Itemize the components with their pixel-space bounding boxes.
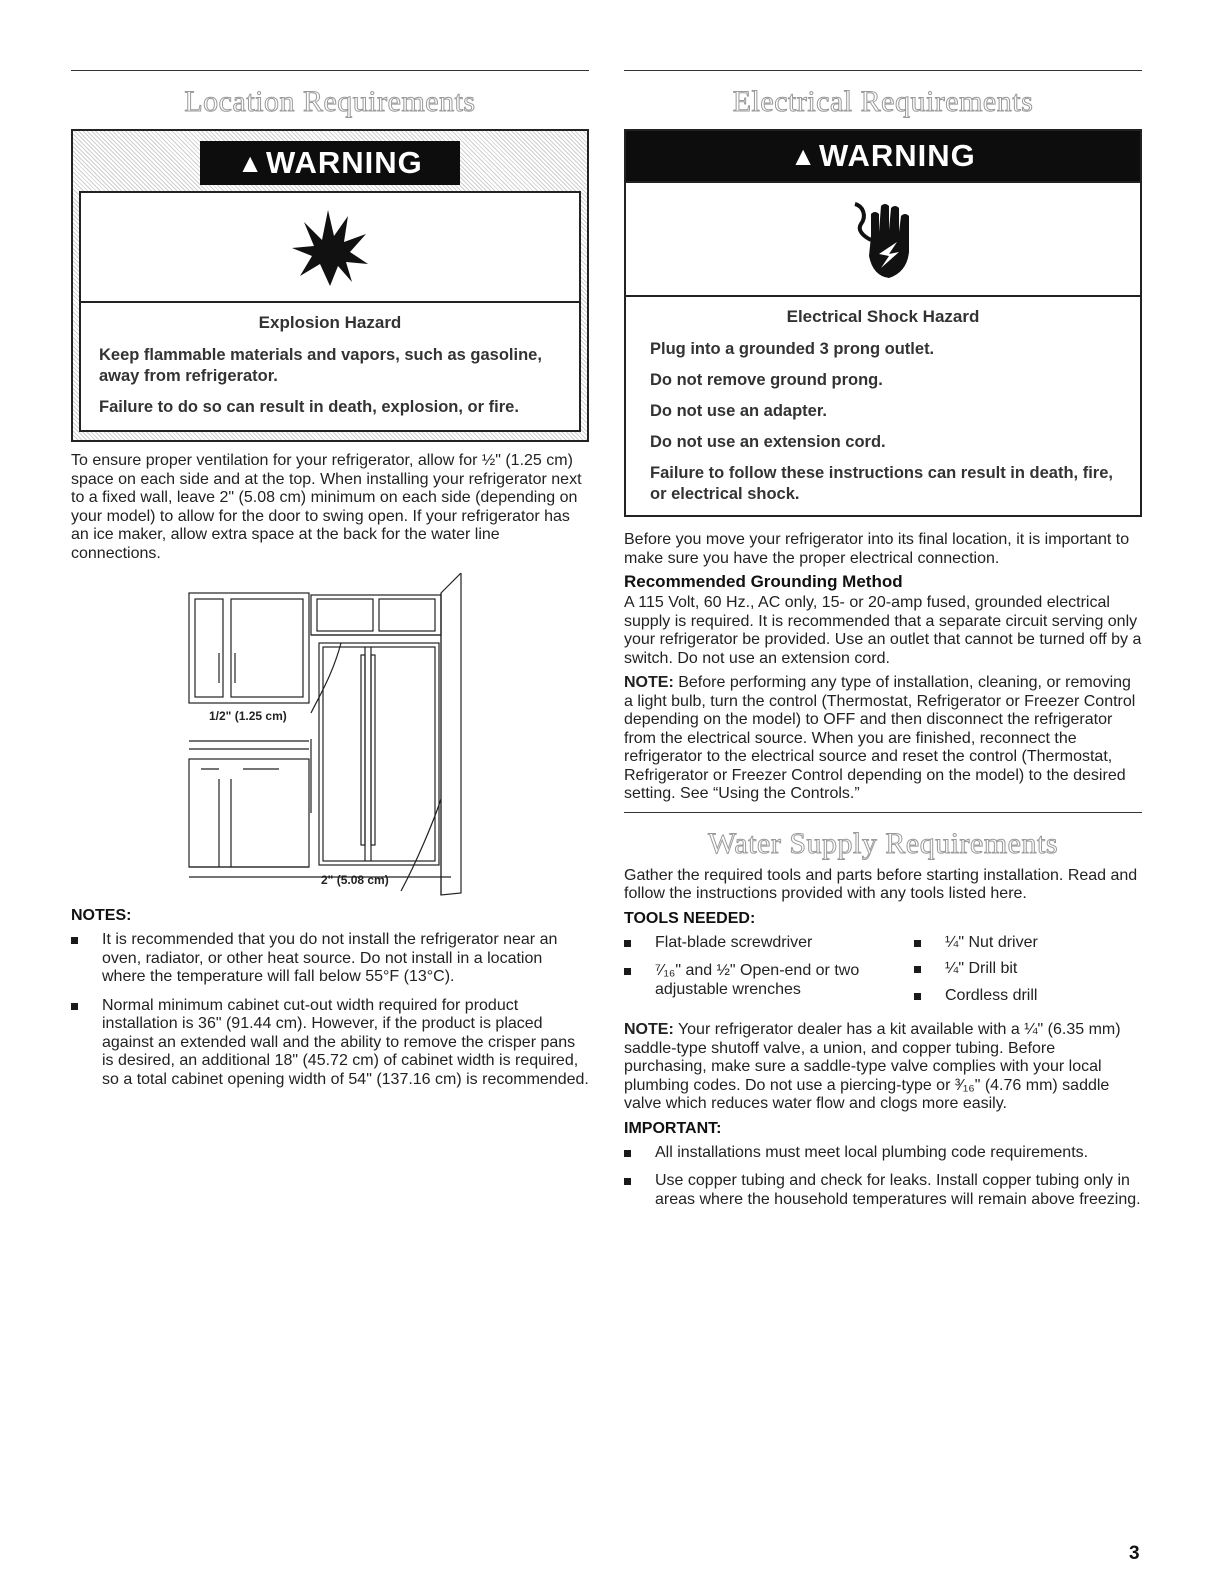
tool-text: ¼" Nut driver xyxy=(945,933,1038,951)
section-divider xyxy=(624,70,1142,71)
tool-text: Cordless drill xyxy=(945,986,1038,1004)
important-text: Use copper tubing and check for leaks. Install copper tubing only in areas where the household temperatures will remain above freezing. xyxy=(655,1172,1141,1208)
bullet-square-icon xyxy=(624,1178,631,1185)
electrical-shock-hand-icon xyxy=(853,196,913,282)
electrical-intro: Before you move your refrigerator into its final location, it is important to make sure you have the proper electrical connection. xyxy=(624,531,1130,567)
hazard-instruction: Do not remove ground prong. xyxy=(650,371,883,389)
clearance-diagram xyxy=(71,573,589,903)
bullet-square-icon xyxy=(914,993,921,1000)
valve-note xyxy=(624,1021,1142,1114)
warning-label: WARNING xyxy=(818,138,976,173)
bullet-square-icon xyxy=(914,966,921,973)
important-text: All installations must meet local plumbing code requirements. xyxy=(655,1143,1089,1161)
grounding-text: A 115 Volt, 60 Hz., AC only, 15- or 20-amp fused, grounded electrical supply is required. It is recommended that a separate circuit serving only your refrigerator be provided. Use an outlet that cannot be turned off by a switch. Do not use an extension cord. xyxy=(624,594,1142,667)
note-text: It is recommended that you do not install the refrigerator near an oven, radiator, or other heat source. Do not install in a location where the temperature will fall below 55°F (13°C). xyxy=(102,931,558,985)
tool-item xyxy=(624,962,914,999)
tool-item xyxy=(914,960,1142,979)
grounding-heading: Recommended Grounding Method xyxy=(624,572,903,591)
bullet-square-icon xyxy=(71,1003,78,1010)
hazard-instruction: Do not use an adapter. xyxy=(650,402,827,420)
hazard-instruction: Do not use an extension cord. xyxy=(650,433,886,451)
note-lead: NOTE: xyxy=(624,674,674,691)
note-item xyxy=(71,931,589,987)
hazard-consequence: Failure to follow these instructions can result in death, fire, or electrical shock. xyxy=(650,464,1113,503)
tool-text: ¼" Drill bit xyxy=(945,960,1018,977)
door-clearance-label: 2" (5.08 cm) xyxy=(321,873,389,887)
explosion-warning-box xyxy=(71,129,589,442)
important-item xyxy=(624,1172,1142,1209)
bullet-square-icon xyxy=(624,940,631,947)
location-column xyxy=(71,70,589,1099)
tool-text: ⁷⁄₁₆" and ½" Open-end or two adjustable wrenches xyxy=(655,962,860,998)
electrical-note xyxy=(624,674,1142,804)
warning-text-panel xyxy=(626,295,1140,515)
note-body: Before performing any type of installation, cleaning, or removing a light bulb, turn the control (Thermostat, Refrigerator or Freezer Control depending on the model) to OFF and then disconnect the refrigerator from the electrical source. When you are finished, reconnect the refrigerator to the electrical source and reset the control (Thermostat, Refrigerator or Freezer Control depending on the model) to the desired setting. See “Using the Controls.” xyxy=(624,674,1136,802)
electrical-column xyxy=(624,70,1142,1219)
section-divider xyxy=(624,812,1142,813)
note-body: Your refrigerator dealer has a kit available with a ¼" (6.35 mm) saddle-type shutoff valve, a union, and copper tubing. Before purchasing, make sure a saddle-type valve complies with your local plumbing codes. Do not use a piercing-type or ³⁄₁₆" (4.76 mm) saddle valve which reduces water flow and clogs more easily. xyxy=(624,1021,1121,1112)
bullet-square-icon xyxy=(624,1150,631,1157)
hazard-instruction: Keep flammable materials and vapors, such as gasoline, away from refrigerator. xyxy=(99,346,542,385)
bullet-square-icon xyxy=(71,937,78,944)
warning-triangle-icon: ▲ xyxy=(237,147,264,178)
water-section-title: Water Supply Requirements xyxy=(707,826,1058,860)
warning-banner xyxy=(626,131,1140,181)
notes-heading: NOTES: xyxy=(71,907,132,924)
location-section-title: Location Requirements xyxy=(184,85,476,118)
page-number: 3 xyxy=(1129,1543,1140,1564)
note-item xyxy=(71,997,589,1090)
ventilation-intro: To ensure proper ventilation for your refrigerator, allow for ½" (1.25 cm) space on each side and at the top. When installing your refrigerator next to a fixed wall, leave 2" (5.08 cm) minimum on each side (depending on your model) to allow for the door to swing open. If your refrigerator has an ice maker, allow extra space at the back for the water line connections. xyxy=(71,452,582,562)
warning-hatch-frame xyxy=(73,131,587,440)
tools-list xyxy=(624,934,1142,1016)
note-text: Normal minimum cabinet cut-out width required for product installation is 36" (91.44 cm). However, if the product is placed against an extended wall and the ability to remove the crisper pans is desired, an additional 18" (45.72 cm) of cabinet width is required, so a total cabinet opening width of 54" (137.16 cm) is recommended. xyxy=(102,996,589,1088)
important-heading: IMPORTANT: xyxy=(624,1119,722,1137)
electrical-section-title: Electrical Requirements xyxy=(732,85,1034,118)
hazard-title: Explosion Hazard xyxy=(258,313,402,332)
warning-text-panel xyxy=(79,303,581,432)
note-lead: NOTE: xyxy=(624,1021,674,1038)
tools-heading: TOOLS NEEDED: xyxy=(624,909,756,927)
water-intro: Gather the required tools and parts before starting installation. Read and follow the instructions provided with any tools listed here. xyxy=(624,866,1138,902)
hazard-consequence: Failure to do so can result in death, explosion, or fire. xyxy=(99,398,519,416)
tools-column-left xyxy=(624,934,914,1016)
side-clearance-label: 1/2" (1.25 cm) xyxy=(209,709,287,723)
shock-warning-box xyxy=(624,129,1142,517)
tool-item xyxy=(914,987,1142,1006)
warning-label: WARNING xyxy=(265,145,423,180)
section-divider xyxy=(71,70,589,71)
tool-item xyxy=(914,934,1142,953)
bullet-square-icon xyxy=(624,968,631,975)
hazard-title: Electrical Shock Hazard xyxy=(786,307,980,326)
shock-icon-panel xyxy=(626,181,1140,295)
warning-banner xyxy=(200,141,460,185)
bullet-square-icon xyxy=(914,940,921,947)
important-item xyxy=(624,1144,1142,1163)
explosion-icon-panel xyxy=(79,191,581,303)
tool-item xyxy=(624,934,914,953)
warning-triangle-icon: ▲ xyxy=(790,140,817,171)
tool-text: Flat-blade screwdriver xyxy=(655,933,813,951)
explosion-icon xyxy=(290,206,370,288)
tools-column-right xyxy=(914,934,1142,1016)
refrigerator-clearance-illustration xyxy=(71,573,589,903)
hazard-instruction: Plug into a grounded 3 prong outlet. xyxy=(650,340,935,358)
